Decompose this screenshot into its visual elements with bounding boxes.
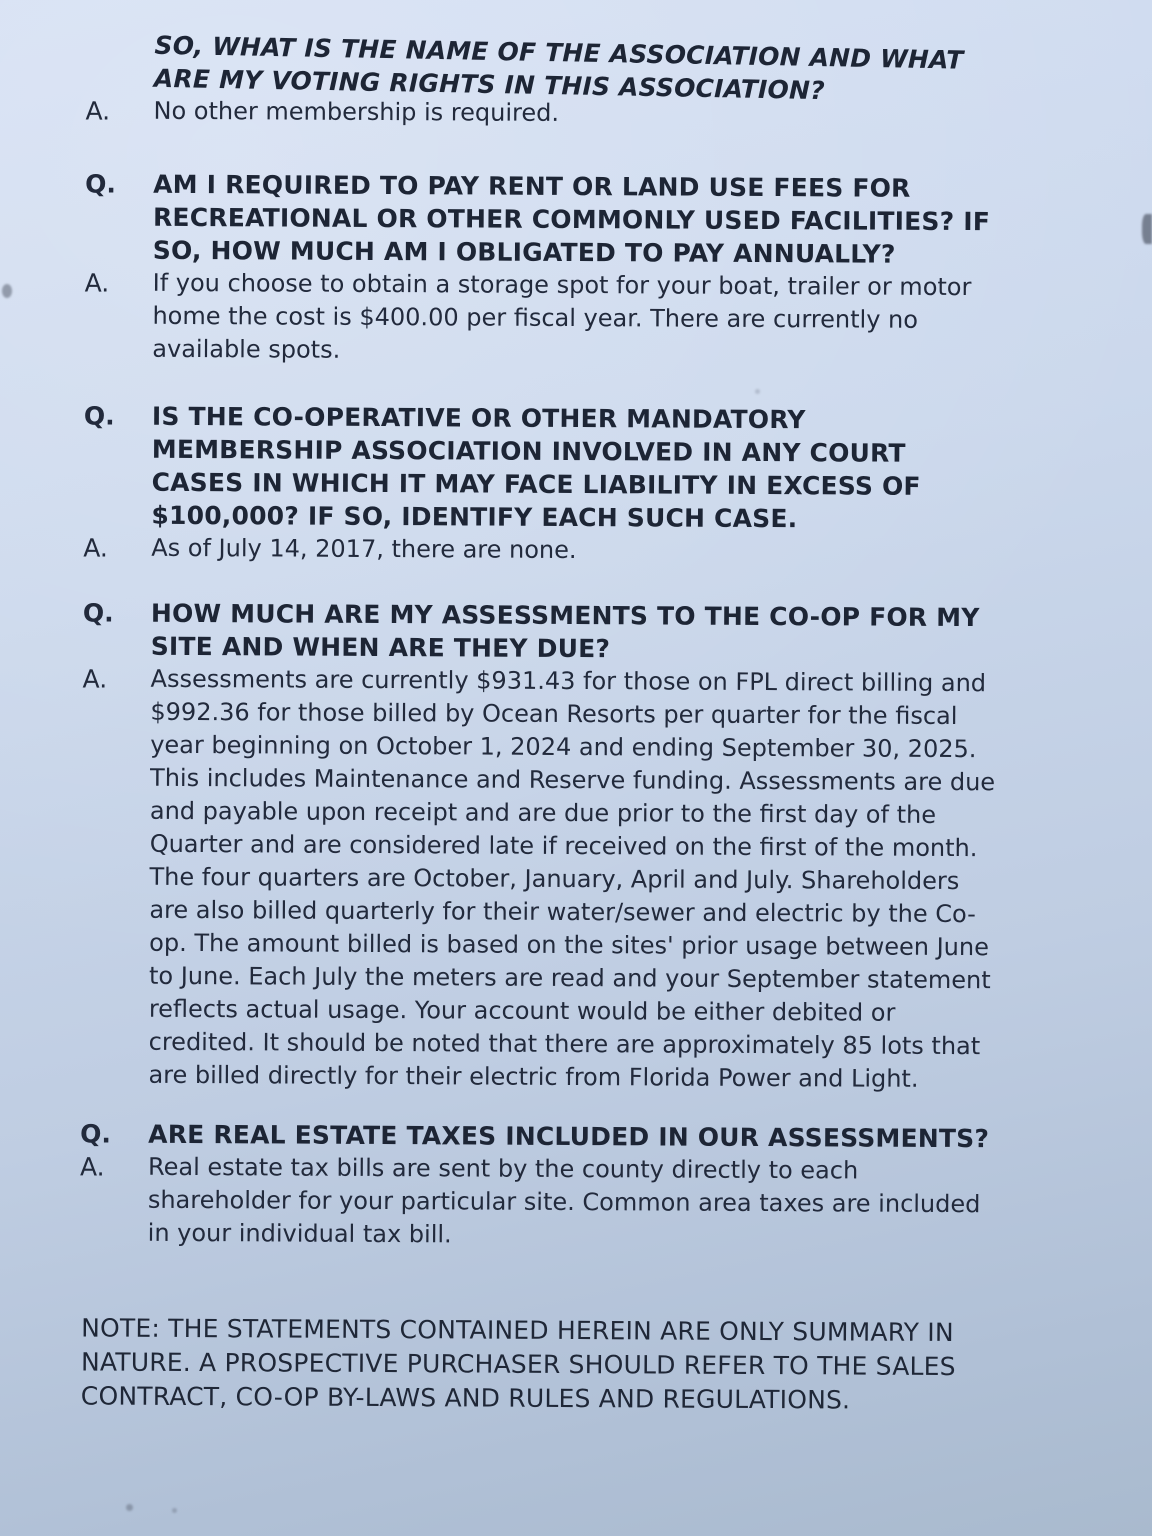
photo-artifact-speck	[755, 389, 760, 394]
qa-block-association-name	[85, 28, 1152, 133]
qa-block-rent-fees	[84, 167, 1151, 371]
question-text: HOW MUCH ARE MY ASSESSMENTS TO THE CO-OP FOR MY SITE AND WHEN ARE THEY DUE?	[150, 598, 980, 664]
qa-block-real-estate-taxes	[80, 1117, 1147, 1255]
photo-artifact-speck	[2, 284, 12, 298]
answer-text: Assessments are currently $931.43 for those on FPL direct billing and $992.36 for those billed by Ocean Resorts per quarter for the fiscal year beginning on October 1, 2024 and ending September 30, 2025. This includes Maintenance and Reserve funding. Assessments are due and payable upon receipt and are due prior to the first day of the Quarter and are considered late if received on the first of the month. The four quarters are October, January, April and July. Shareholders are also billed quarterly for their water/sewer and electric by the Co-op. The amount billed is based on the sites' prior usage between June to June. Each July the meters are read and your September statement reflects actual usage. Your account would be either debited or credited. It should be noted that there are approximately 85 lots that are billed directly for their electric from Florida Power and Light.	[148, 664, 996, 1093]
answer-text: Real estate tax bills are sent by the county directly to each shareholder for your particular site. Common area taxes are included in your individual tax bill.	[147, 1152, 981, 1249]
qa-block-assessments	[80, 596, 1149, 1097]
question-row	[85, 167, 1152, 272]
summary-note-text: NOTE: THE STATEMENTS CONTAINED HEREIN ARE ONLY SUMMARY IN NATURE. A PROSPECTIVE PURCHASER SHOULD REFER TO THE SALES CONTRACT, CO-OP BY-LAWS AND RULES AND REGULATIONS.	[80, 1313, 956, 1415]
page-content	[0, 28, 1152, 1419]
question-text: IS THE CO-OPERATIVE OR OTHER MANDATORY MEMBERSHIP ASSOCIATION INVOLVED IN ANY COURT CASES IN WHICH IT MAY FACE LIABILITY IN EXCESS OF $100,000? IF SO, IDENTIFY EACH SUCH CASE.	[151, 401, 921, 534]
answer-label: A.	[85, 96, 111, 126]
question-label: Q.	[80, 1119, 112, 1149]
question-label: Q.	[82, 598, 114, 628]
question-label: Q.	[83, 401, 115, 431]
photo-artifact-speck	[172, 1508, 177, 1513]
question-label: Q.	[85, 169, 117, 199]
answer-text: No other membership is required.	[153, 96, 560, 127]
answer-row	[80, 662, 1148, 1097]
question-row	[83, 399, 1150, 537]
question-row	[80, 1117, 1146, 1156]
question-text: ARE REAL ESTATE TAXES INCLUDED IN OUR ASSESSMENTS?	[148, 1119, 990, 1154]
answer-row	[83, 531, 1149, 570]
answer-label: A.	[83, 533, 108, 563]
answer-label: A.	[82, 664, 108, 694]
answer-label: A.	[79, 1152, 105, 1182]
question-text: SO, WHAT IS THE NAME OF THE ASSOCIATION AND WHAT ARE MY VOTING RIGHTS IN THIS ASSOCIATION?	[153, 30, 964, 106]
question-text: AM I REQUIRED TO PAY RENT OR LAND USE FEES FOR RECREATIONAL OR OTHER COMMONLY USED FACILITIES? IF SO, HOW MUCH AM I OBLIGATED TO PAY ANNUALLY?	[152, 169, 991, 269]
question-row	[83, 596, 1149, 668]
photo-artifact-edge-mark	[1142, 214, 1152, 244]
answer-label: A.	[84, 268, 110, 298]
answer-text: As of July 14, 2017, there are none.	[151, 533, 577, 565]
qa-block-court-cases	[83, 399, 1150, 570]
answer-row	[84, 266, 1151, 371]
photo-artifact-speck	[126, 1504, 133, 1511]
answer-text: If you choose to obtain a storage spot for your boat, trailer or motor home the cost is $400.00 per fiscal year. There are currently no available spots.	[152, 268, 972, 364]
answer-row	[80, 1150, 1147, 1255]
question-row	[86, 28, 1152, 106]
